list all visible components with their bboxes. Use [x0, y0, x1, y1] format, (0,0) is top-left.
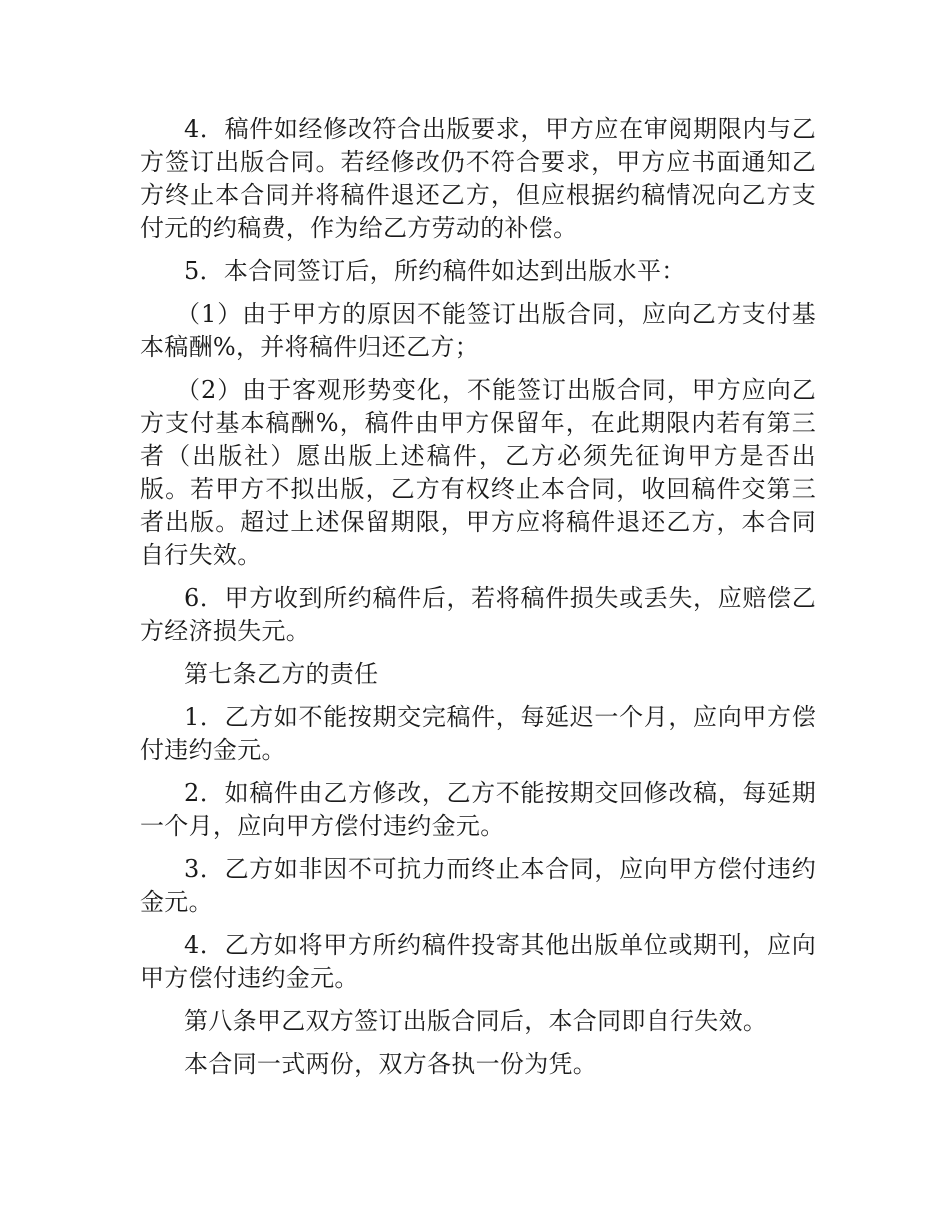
clause-paragraph: 3．乙方如非因不可抗力而终止本合同，应向甲方偿付违约金元。: [140, 855, 816, 916]
sub-clause-paragraph: （1）由于甲方的原因不能签订出版合同，应向乙方支付基本稿酬%，并将稿件归还乙方；: [140, 300, 816, 361]
sub-clause-paragraph: （2）由于客观形势变化，不能签订出版合同，甲方应向乙方支付基本稿酬%，稿件由甲方保留年，在此期限内若有第三者（出版社）愿出版上述稿件，乙方必须先征询甲方是否出版。若甲方不拟出版，乙方有权终止本合同，收回稿件交第三者出版。超过上述保留期限，甲方应将稿件退还乙方，本合同自行失效。: [140, 376, 816, 569]
document-body: [140, 113, 816, 1091]
closing-paragraph: 本合同一式两份，双方各执一份为凭。: [184, 1050, 598, 1078]
clause-paragraph: 1．乙方如不能按期交完稿件，每延迟一个月，应向甲方偿付违约金元。: [140, 703, 816, 764]
article-heading: 第七条乙方的责任: [184, 660, 379, 688]
clause-paragraph: 4．稿件如经修改符合出版要求，甲方应在审阅期限内与乙方签订出版合同。若经修改仍不符合要求，甲方应书面通知乙方终止本合同并将稿件退还乙方，但应根据约稿情况向乙方支付元的约稿费，作为给乙方劳动的补偿。: [140, 115, 816, 242]
article-paragraph: 第八条甲乙双方签订出版合同后，本合同即自行失效。: [184, 1007, 768, 1035]
clause-paragraph: 6．甲方收到所约稿件后，若将稿件损失或丢失，应赔偿乙方经济损失元。: [140, 584, 816, 645]
clause-paragraph: 2．如稿件由乙方修改，乙方不能按期交回修改稿，每延期一个月，应向甲方偿付违约金元。: [140, 779, 816, 840]
clause-paragraph: 4．乙方如将甲方所约稿件投寄其他出版单位或期刊，应向甲方偿付违约金元。: [140, 931, 816, 992]
clause-paragraph: 5．本合同签订后，所约稿件如达到出版水平：: [184, 257, 686, 285]
